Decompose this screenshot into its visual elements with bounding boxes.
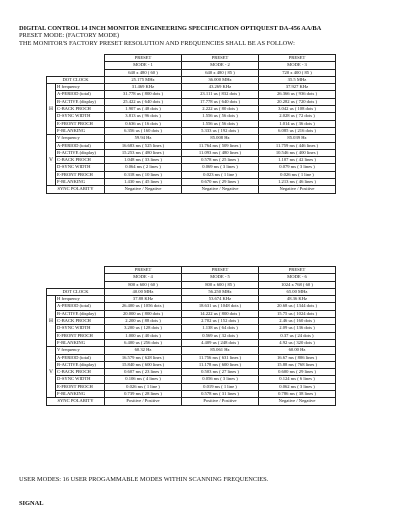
timing-label: B-ACTIVE (display) bbox=[56, 149, 105, 156]
timing-value: 0.600 ms ( 29 lines ) bbox=[259, 369, 336, 376]
blank-cell bbox=[47, 267, 105, 274]
vertical-timing-row bbox=[47, 369, 336, 376]
vertical-section-label: V bbox=[47, 347, 56, 398]
horizontal-timing-row bbox=[47, 106, 336, 113]
horizontal-timing-row bbox=[47, 310, 336, 317]
timing-label: H frequency bbox=[56, 296, 105, 303]
document-title: DIGITAL CONTROL 14 INCH MONITOR ENGINEERING SPECIFICATION OPTIQUEST DA-456 AA/BA bbox=[19, 25, 322, 32]
timing-value: 0.026 ms ( 1 line ) bbox=[259, 171, 336, 178]
timing-label: C-BACK PROCH bbox=[56, 318, 105, 325]
preset-header: PRESET bbox=[105, 55, 182, 62]
vertical-timing-row bbox=[47, 179, 336, 186]
timing-value: 2.46 us ( 160 dots ) bbox=[259, 318, 336, 325]
blank-cell bbox=[47, 62, 105, 69]
timing-value: 16.683 ms ( 525 lines ) bbox=[105, 142, 182, 149]
horizontal-section-label: H bbox=[47, 296, 56, 347]
timing-value: 0.607 ms ( 23 lines ) bbox=[105, 369, 182, 376]
timing-value: 20.282 us ( 720 dots ) bbox=[259, 98, 336, 105]
timing-label: A-PERIOD (total) bbox=[56, 354, 105, 361]
horizontal-timing-row bbox=[47, 318, 336, 325]
sync-polarity-value: Positive / Positive bbox=[105, 398, 182, 405]
timing-label: E-FRONT PROCH bbox=[56, 332, 105, 339]
preset-header: PRESET bbox=[259, 267, 336, 274]
vertical-timing-row bbox=[47, 171, 336, 178]
sync-polarity-row bbox=[47, 398, 336, 405]
horizontal-timing-row bbox=[47, 84, 336, 91]
resolution-value: 640 x 480 ( 85 ) bbox=[182, 69, 259, 76]
timing-value: 0.124 ms ( 6 lines ) bbox=[259, 376, 336, 383]
timing-value: 31.778 us ( 800 dots ) bbox=[105, 91, 182, 98]
vertical-timing-row bbox=[47, 354, 336, 361]
timing-value: 14.222 us ( 800 dots ) bbox=[182, 310, 259, 317]
timing-value: 0.670 ms ( 29 lines ) bbox=[182, 179, 259, 186]
sync-polarity-value: Positive / Positive bbox=[182, 398, 259, 405]
dot-clock-value: 56.250 MHz bbox=[182, 288, 259, 295]
timing-value: 0.636 us ( 16 dots ) bbox=[105, 120, 182, 127]
timing-value: 0.023 ms ( 1 line ) bbox=[182, 171, 259, 178]
timing-value: 11.759 ms ( 446 lines ) bbox=[259, 142, 336, 149]
sync-polarity-value: Negative / Negative bbox=[182, 186, 259, 193]
horizontal-timing-row bbox=[47, 120, 336, 127]
timing-label: A-PERIOD (total) bbox=[56, 142, 105, 149]
timing-value: 1.556 us ( 56 dots ) bbox=[182, 113, 259, 120]
timing-label: F-BLANKING bbox=[56, 391, 105, 398]
horizontal-timing-row bbox=[47, 113, 336, 120]
timing-value: 0.578 ms ( 31 lines ) bbox=[182, 391, 259, 398]
timing-value: 25.422 us ( 640 dots ) bbox=[105, 98, 182, 105]
dot-clock-value: 36.000 MHz bbox=[182, 76, 259, 83]
preset-table-modes-1-3 bbox=[46, 54, 336, 194]
dot-clock-value: 65.00 MHz bbox=[259, 288, 336, 295]
timing-value: 2.702 us ( 152 dots ) bbox=[182, 318, 259, 325]
preset-row bbox=[47, 55, 336, 62]
timing-label: D-SYNC WIDTH bbox=[56, 164, 105, 171]
timing-label: A-PERIOD (total) bbox=[56, 91, 105, 98]
timing-value: 20.000 us ( 800 dots ) bbox=[105, 310, 182, 317]
timing-label: E-FRONT PROCH bbox=[56, 120, 105, 127]
timing-value: 85.039 Hz bbox=[259, 135, 336, 142]
signal-heading: SIGNAL bbox=[19, 500, 44, 507]
mode-row bbox=[47, 274, 336, 281]
timing-value: 1.014 us ( 36 dots ) bbox=[259, 120, 336, 127]
dot-clock-row bbox=[47, 288, 336, 295]
timing-label: D-SYNC WIDTH bbox=[56, 376, 105, 383]
blank-cell bbox=[47, 69, 105, 76]
timing-value: 6.356 us ( 160 dots ) bbox=[105, 127, 182, 134]
mode-label: MODE - 4 bbox=[105, 274, 182, 281]
resolution-value: 640 x 480 ( 60 ) bbox=[105, 69, 182, 76]
preset-header: PRESET bbox=[182, 55, 259, 62]
timing-value: 6.085 us ( 216 dots ) bbox=[259, 127, 336, 134]
timing-value: 0.019 ms ( 1 line ) bbox=[182, 383, 259, 390]
user-modes-note: USER MODES: 16 USER PROGAMMABLE MODES WITHIN SCANNING FREQUENCIES. bbox=[19, 476, 269, 483]
blank-cell bbox=[47, 274, 105, 281]
sync-polarity-value: Negative / Negative bbox=[259, 398, 336, 405]
timing-value: 15.88 ms ( 768 lines ) bbox=[259, 361, 336, 368]
preset-mode-heading: PRESET MODE: (FACTORY MODE) bbox=[19, 32, 120, 39]
timing-value: 0.106 ms ( 4 lines ) bbox=[105, 376, 182, 383]
dot-clock-label: DOT CLOCK bbox=[47, 76, 105, 83]
mode-label: MODE - 5 bbox=[182, 274, 259, 281]
timing-label: C-BACK PROCH bbox=[56, 157, 105, 164]
vertical-section-label: V bbox=[47, 135, 56, 186]
timing-value: 4.92 us ( 320 dots ) bbox=[259, 339, 336, 346]
sync-polarity-label: SYNC POLARITY bbox=[47, 186, 105, 193]
timing-value: 0.786 ms ( 38 lines ) bbox=[259, 391, 336, 398]
timing-label: E-FRONT PROCH bbox=[56, 171, 105, 178]
timing-label: B-ACTIVE (display) bbox=[56, 310, 105, 317]
horizontal-timing-row bbox=[47, 296, 336, 303]
timing-value: 3.042 us ( 108 dots ) bbox=[259, 106, 336, 113]
timing-label: H frequency bbox=[56, 84, 105, 91]
timing-label: B-ACTIVE (display) bbox=[56, 361, 105, 368]
timing-value: 0.064 ms ( 2 lines ) bbox=[105, 164, 182, 171]
timing-label: D-SYNC WIDTH bbox=[56, 113, 105, 120]
timing-value: 0.026 ms ( 1 line ) bbox=[105, 383, 182, 390]
timing-value: 59.94 Hz bbox=[105, 135, 182, 142]
timing-label: V frequency bbox=[56, 347, 105, 354]
resolution-row bbox=[47, 281, 336, 288]
blank-cell bbox=[47, 281, 105, 288]
resolution-value: 800 x 600 ( 85 ) bbox=[182, 281, 259, 288]
vertical-timing-row bbox=[47, 142, 336, 149]
timing-value: 4.409 us ( 248 dots ) bbox=[182, 339, 259, 346]
timing-value: 18.631 us ( 1048 dots ) bbox=[182, 303, 259, 310]
dot-clock-row bbox=[47, 76, 336, 83]
blank-cell bbox=[47, 55, 105, 62]
dot-clock-value: 40.00 MHz bbox=[105, 288, 182, 295]
sync-polarity-label: SYNC POLARITY bbox=[47, 398, 105, 405]
preset-header: PRESET bbox=[105, 267, 182, 274]
timing-value: 60.32 Hz bbox=[105, 347, 182, 354]
timing-value: 6.400 us ( 256 dots ) bbox=[105, 339, 182, 346]
timing-value: 0.739 ms ( 28 lines ) bbox=[105, 391, 182, 398]
timing-value: 85.061 Hz bbox=[182, 347, 259, 354]
dot-clock-value: 25.175 MHz bbox=[105, 76, 182, 83]
timing-label: F-BLANKING bbox=[56, 179, 105, 186]
horizontal-timing-row bbox=[47, 98, 336, 105]
dot-clock-value: 35.5 MHz bbox=[259, 76, 336, 83]
preset-header: PRESET bbox=[259, 55, 336, 62]
horizontal-timing-row bbox=[47, 339, 336, 346]
timing-value: 20.68 us ( 1344 dots ) bbox=[259, 303, 336, 310]
vertical-timing-row bbox=[47, 347, 336, 354]
timing-value: 60.00 Hz bbox=[259, 347, 336, 354]
timing-value: 1.213 ms ( 46 lines ) bbox=[259, 179, 336, 186]
horizontal-timing-row bbox=[47, 303, 336, 310]
horizontal-timing-row bbox=[47, 127, 336, 134]
timing-label: V frequency bbox=[56, 135, 105, 142]
timing-label: F-BLANKING bbox=[56, 127, 105, 134]
timing-value: 10.546 ms ( 400 lines ) bbox=[259, 149, 336, 156]
timing-value: 17.778 us ( 640 dots ) bbox=[182, 98, 259, 105]
sync-polarity-value: Negative / Negative bbox=[105, 186, 182, 193]
dot-clock-label: DOT CLOCK bbox=[47, 288, 105, 295]
mode-label: MODE - 1 bbox=[105, 62, 182, 69]
timing-label: F-BLANKING bbox=[56, 339, 105, 346]
timing-value: 0.569 us ( 32 dots ) bbox=[182, 332, 259, 339]
timing-value: 1.430 ms ( 45 lines ) bbox=[105, 179, 182, 186]
timing-value: 11.178 ms ( 600 lines ) bbox=[182, 361, 259, 368]
timing-value: 5.333 us ( 192 dots ) bbox=[182, 127, 259, 134]
timing-value: 2.028 us ( 72 dots ) bbox=[259, 113, 336, 120]
resolution-value: 720 x 400 ( 85 ) bbox=[259, 69, 336, 76]
vertical-timing-row bbox=[47, 376, 336, 383]
sync-polarity-row bbox=[47, 186, 336, 193]
timing-value: 43.269 KHz bbox=[182, 84, 259, 91]
preset-header: PRESET bbox=[182, 267, 259, 274]
timing-value: 1.107 ms ( 42 lines ) bbox=[259, 157, 336, 164]
mode-label: MODE - 3 bbox=[259, 62, 336, 69]
timing-value: 1.048 ms ( 33 lines ) bbox=[105, 157, 182, 164]
timing-value: 37.88 KHz bbox=[105, 296, 182, 303]
timing-value: 1.000 us ( 40 dots ) bbox=[105, 332, 182, 339]
timing-value: 53.674 KHz bbox=[182, 296, 259, 303]
timing-value: 23.111 us ( 832 dots ) bbox=[182, 91, 259, 98]
timing-value: 3.200 us ( 128 dots ) bbox=[105, 325, 182, 332]
resolution-value: 800 x 600 ( 60 ) bbox=[105, 281, 182, 288]
timing-label: E-FRONT PROCH bbox=[56, 383, 105, 390]
timing-value: 11.764 ms ( 509 lines ) bbox=[182, 142, 259, 149]
horizontal-timing-row bbox=[47, 332, 336, 339]
timing-value: 37.927 KHz bbox=[259, 84, 336, 91]
horizontal-section-label: H bbox=[47, 84, 56, 135]
timing-label: A-PERIOD (total) bbox=[56, 303, 105, 310]
timing-value: 0.056 ms ( 3 lines ) bbox=[182, 376, 259, 383]
mode-label: MODE - 2 bbox=[182, 62, 259, 69]
timing-label: D-SYNC WIDTH bbox=[56, 325, 105, 332]
timing-value: 0.318 ms ( 10 lines ) bbox=[105, 171, 182, 178]
vertical-timing-row bbox=[47, 157, 336, 164]
timing-label: C-BACK PROCH bbox=[56, 106, 105, 113]
timing-value: 2.200 us ( 88 dots ) bbox=[105, 318, 182, 325]
timing-value: 15.840 ms ( 600 lines ) bbox=[105, 361, 182, 368]
timing-value: 16.67 ms ( 806 lines ) bbox=[259, 354, 336, 361]
timing-value: 48.36 KHz bbox=[259, 296, 336, 303]
timing-value: 11.093 ms ( 480 lines ) bbox=[182, 149, 259, 156]
horizontal-timing-row bbox=[47, 325, 336, 332]
vertical-timing-row bbox=[47, 164, 336, 171]
timing-value: 0.062 ms ( 3 lines ) bbox=[259, 383, 336, 390]
timing-value: 15.75 us ( 1024 dots ) bbox=[259, 310, 336, 317]
timing-value: 2.09 us ( 136 dots ) bbox=[259, 325, 336, 332]
timing-value: 0.069 ms ( 3 lines ) bbox=[182, 164, 259, 171]
timing-value: 1.138 us ( 64 dots ) bbox=[182, 325, 259, 332]
timing-label: B-ACTIVE (display) bbox=[56, 98, 105, 105]
timing-value: 15.253 ms ( 480 lines ) bbox=[105, 149, 182, 156]
timing-value: 1.907 us ( 48 dots ) bbox=[105, 106, 182, 113]
timing-value: 16.579 ms ( 628 lines ) bbox=[105, 354, 182, 361]
timing-label: C-BACK PROCH bbox=[56, 369, 105, 376]
resolution-row bbox=[47, 69, 336, 76]
sync-polarity-value: Negative / Positive bbox=[259, 186, 336, 193]
timing-value: 11.756 ms ( 631 lines ) bbox=[182, 354, 259, 361]
timing-value: 31.469 KHz bbox=[105, 84, 182, 91]
vertical-timing-row bbox=[47, 361, 336, 368]
vertical-timing-row bbox=[47, 391, 336, 398]
timing-value: 2.222 us ( 80 dots ) bbox=[182, 106, 259, 113]
horizontal-timing-row bbox=[47, 91, 336, 98]
vertical-timing-row bbox=[47, 149, 336, 156]
resolution-value: 1024 x 768 ( 60 ) bbox=[259, 281, 336, 288]
timing-value: 0.503 ms ( 27 lines ) bbox=[182, 369, 259, 376]
vertical-timing-row bbox=[47, 135, 336, 142]
timing-value: 85.008 Hz bbox=[182, 135, 259, 142]
timing-value: 26.366 us ( 936 dots ) bbox=[259, 91, 336, 98]
mode-row bbox=[47, 62, 336, 69]
timing-value: 0.578 ms ( 25 lines ) bbox=[182, 157, 259, 164]
preset-intro-text: THE MONITOR'S FACTORY PRESET RESOLUTION AND FREQUENCIES SHALL BE AS FOLLOW: bbox=[19, 40, 295, 47]
timing-value: 3.813 us ( 96 dots ) bbox=[105, 113, 182, 120]
timing-value: 0.079 ms ( 3 lines ) bbox=[259, 164, 336, 171]
preset-row bbox=[47, 267, 336, 274]
vertical-timing-row bbox=[47, 383, 336, 390]
timing-value: 0.37 us ( 24 dots ) bbox=[259, 332, 336, 339]
preset-table-modes-4-6 bbox=[46, 266, 336, 406]
timing-value: 26.400 us ( 1056 dots ) bbox=[105, 303, 182, 310]
timing-value: 1.556 us ( 56 dots ) bbox=[182, 120, 259, 127]
mode-label: MODE - 6 bbox=[259, 274, 336, 281]
